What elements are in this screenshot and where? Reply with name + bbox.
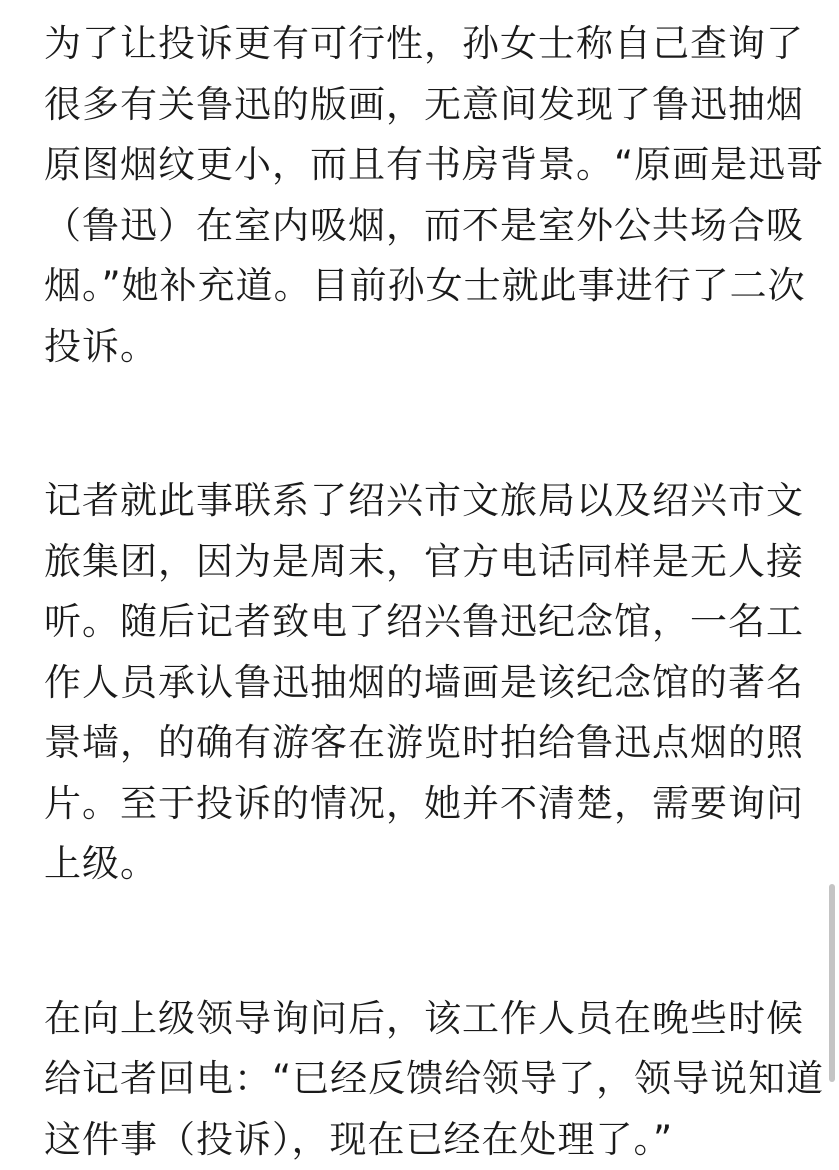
paragraph-callback [44, 989, 799, 1170]
paragraph-line: 片。至于投诉的情况，她并不清楚，需要询问 [44, 774, 799, 835]
paragraph-line: 听。随后记者致电了绍兴鲁迅纪念馆，一名工 [44, 592, 799, 653]
paragraph-complaint [44, 14, 799, 377]
paragraph-line: 在向上级领导询问后，该工作人员在晚些时候 [44, 989, 799, 1050]
article-body [44, 14, 799, 1170]
paragraph-line: 上级。 [44, 834, 799, 895]
paragraph-line: 这件事（投诉），现在已经在处理了。” [44, 1110, 799, 1170]
vertical-scrollbar[interactable] [829, 884, 835, 1082]
paragraph-line: 投诉。 [44, 317, 799, 378]
paragraph-spacer [44, 895, 799, 989]
paragraph-line: 很多有关鲁迅的版画，无意间发现了鲁迅抽烟 [44, 75, 799, 136]
paragraph-line: 给记者回电：“已经反馈给领导了，领导说知道 [44, 1049, 799, 1110]
paragraph-reporter-contact [44, 471, 799, 895]
paragraph-line: 烟。”她补充道。目前孙女士就此事进行了二次 [44, 256, 799, 317]
paragraph-line: 景墙，的确有游客在游览时拍给鲁迅点烟的照 [44, 713, 799, 774]
paragraph-line: 作人员承认鲁迅抽烟的墙画是该纪念馆的著名 [44, 653, 799, 714]
paragraph-spacer [44, 377, 799, 471]
paragraph-line: （鲁迅）在室内吸烟，而不是室外公共场合吸 [44, 196, 799, 257]
paragraph-line: 旅集团，因为是周末，官方电话同样是无人接 [44, 532, 799, 593]
paragraph-line: 为了让投诉更有可行性，孙女士称自己查询了 [44, 14, 799, 75]
paragraph-line: 记者就此事联系了绍兴市文旅局以及绍兴市文 [44, 471, 799, 532]
paragraph-line: 原图烟纹更小，而且有书房背景。“原画是迅哥 [44, 135, 799, 196]
